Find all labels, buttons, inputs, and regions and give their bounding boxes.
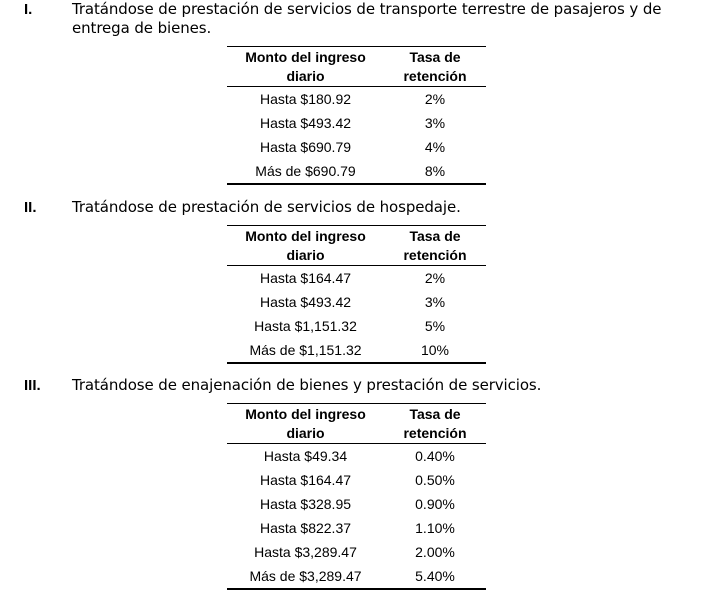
table-row [227,540,486,564]
table-row [227,159,486,184]
rate-cell: 2% [424,270,446,286]
section-numeral: III. [24,377,41,394]
table-row [227,314,486,338]
income-cell: Hasta $493.42 [259,115,352,131]
table-row [227,516,486,540]
table-row [227,492,486,516]
income-cell: Más de $3,289.47 [249,568,362,584]
income-cell: Hasta $1,151.32 [254,318,357,334]
rate-cell: 3% [424,294,446,310]
income-cell: Hasta $493.42 [259,294,352,310]
retention-rate-table [227,46,486,185]
table-row [227,564,486,589]
section-heading: Tratándose de prestación de servicios de transporte terrestre de pasajeros y de entrega de bienes. [72,0,662,37]
rate-cell: 0.50% [415,472,455,488]
table-header-row [227,404,486,444]
table-row [227,444,486,469]
rate-cell: 10% [420,342,450,358]
column-header-income: Monto del ingreso diario [227,226,384,266]
rate-cell: 3% [424,115,446,131]
column-header-rate: Tasa de retención [384,226,486,266]
rate-cell: 0.90% [415,496,455,512]
income-cell: Hasta $164.47 [259,270,352,286]
retention-rate-table [227,225,486,364]
income-cell: Hasta $3,289.47 [254,544,357,560]
column-header-income: Monto del ingreso diario [227,404,384,444]
table-row [227,266,486,291]
column-header-income: Monto del ingreso diario [227,47,384,87]
section-numeral: I. [24,1,33,18]
retention-rate-table [227,403,486,590]
table-row [227,338,486,363]
table-row [227,87,486,112]
income-cell: Más de $690.79 [255,163,356,179]
table-header-row [227,226,486,266]
table-row [227,111,486,135]
rate-cell: 1.10% [415,520,455,536]
rate-cell: 4% [424,139,446,155]
income-cell: Hasta $180.92 [259,91,352,107]
income-cell: Hasta $690.79 [259,139,352,155]
income-cell: Hasta $822.37 [259,520,352,536]
rate-cell: 0.40% [415,448,455,464]
column-header-rate: Tasa de retención [384,47,486,87]
rate-cell: 5% [424,318,446,334]
rate-cell: 5.40% [415,568,455,584]
income-cell: Hasta $328.95 [259,496,352,512]
section-numeral: II. [24,199,37,216]
rate-cell: 2% [424,91,446,107]
section-heading: Tratándose de prestación de servicios de hospedaje. [72,198,461,216]
rate-cell: 8% [424,163,446,179]
table-row [227,135,486,159]
column-header-rate: Tasa de retención [384,404,486,444]
rate-cell: 2.00% [415,544,455,560]
income-cell: Hasta $164.47 [259,472,352,488]
table-header-row [227,47,486,87]
section-heading: Tratándose de enajenación de bienes y prestación de servicios. [72,376,542,394]
table-row [227,290,486,314]
table-row [227,468,486,492]
income-cell: Más de $1,151.32 [249,342,362,358]
income-cell: Hasta $49.34 [263,448,348,464]
